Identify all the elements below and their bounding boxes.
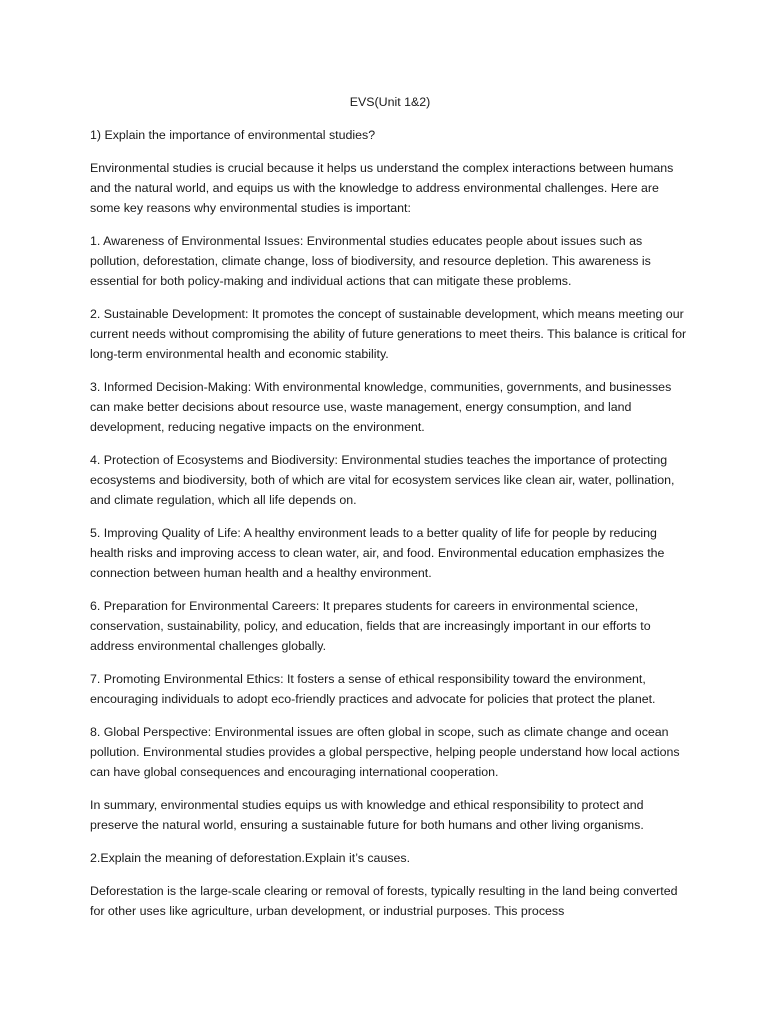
point-1: 1. Awareness of Environmental Issues: Environmental studies educates people about issues such as pollution, deforestation, climate change, loss of biodiversity, and resource depletion. This awareness is essential for both policy-making and individual actions that can mitigate these problems. [90,234,651,288]
summary-paragraph: In summary, environmental studies equips us with knowledge and ethical responsibility to protect and preserve the natural world, ensuring a sustainable future for both humans and other living organisms. [90,798,644,832]
question-1: 1) Explain the importance of environmental studies? [90,128,376,142]
point-3: 3. Informed Decision-Making: With environmental knowledge, communities, governments, and businesses can make better decisions about resource use, waste management, energy consumption, and land development, reducing negative impacts on the environment. [90,380,672,434]
answer-2-paragraph: Deforestation is the large-scale clearing or removal of forests, typically resulting in the land being converted for other uses like agriculture, urban development, or industrial purposes. This process [90,884,678,918]
point-7: 7. Promoting Environmental Ethics: It fosters a sense of ethical responsibility toward the environment, encouraging individuals to adopt eco-friendly practices and advocate for policies that protect the planet. [90,672,656,706]
document-title: EVS(Unit 1&2) [349,95,431,109]
point-4: 4. Protection of Ecosystems and Biodiversity: Environmental studies teaches the importance of protecting ecosystems and biodiversity, both of which are vital for ecosystem services like clean air, water, pollination, and climate regulation, which all life depends on. [90,453,675,507]
point-5: 5. Improving Quality of Life: A healthy environment leads to a better quality of life for people by reducing health risks and improving access to clean water, air, and food. Environmental education emphasizes the connection between human health and a healthy environment. [90,526,665,580]
intro-paragraph: Environmental studies is crucial because it helps us understand the complex interactions between humans and the natural world, and equips us with the knowledge to address environmental challenges. Here are some key reasons why environmental studies is important: [90,161,674,215]
point-2: 2. Sustainable Development: It promotes the concept of sustainable development, which means meeting our current needs without compromising the ability of future generations to meet theirs. This balance is critical for long-term environmental health and economic stability. [90,307,687,361]
question-2: 2.Explain the meaning of deforestation.Explain it’s causes. [90,851,411,865]
point-6: 6. Preparation for Environmental Careers: It prepares students for careers in environmental science, conservation, sustainability, policy, and education, fields that are increasingly important in our efforts to address environmental challenges globally. [90,599,651,653]
point-8: 8. Global Perspective: Environmental issues are often global in scope, such as climate change and ocean pollution. Environmental studies provides a global perspective, helping people understand how local actions can have global consequences and encouraging international cooperation. [90,725,680,779]
document-body [90,92,690,934]
